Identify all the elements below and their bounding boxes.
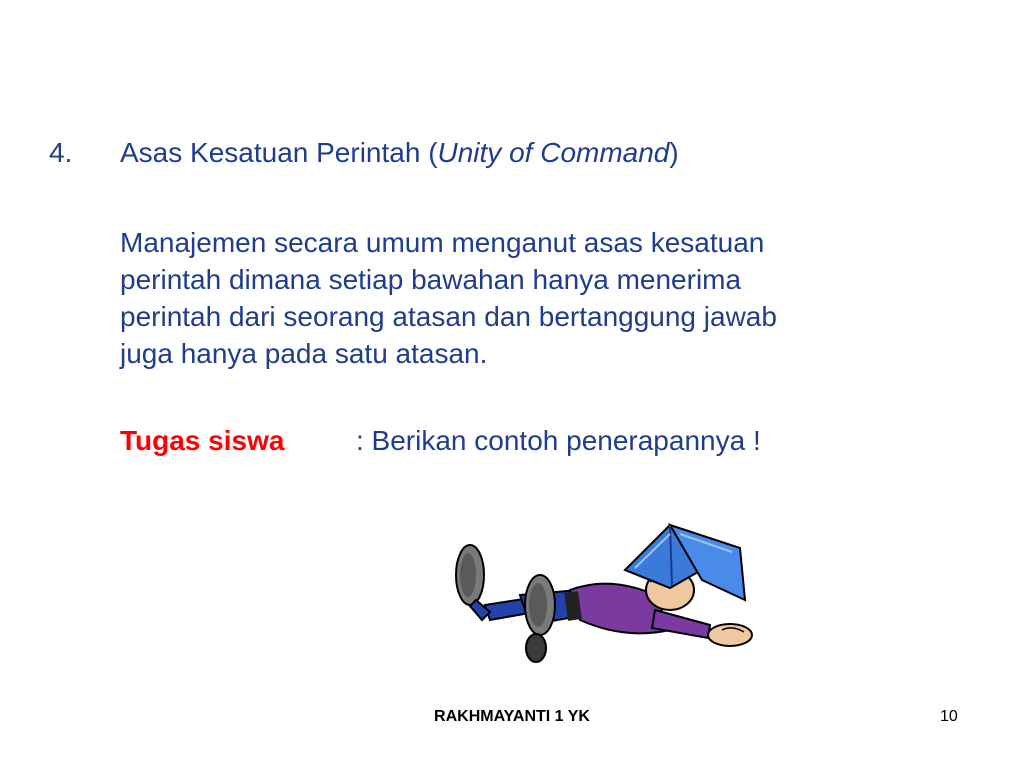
sleeping-student-with-book-icon	[440, 520, 770, 670]
task-label: Tugas siswa	[120, 425, 285, 456]
heading-suffix: )	[669, 137, 679, 168]
body-line: juga hanya pada satu atasan.	[120, 338, 488, 369]
task-text: : Berikan contoh penerapannya !	[356, 425, 761, 456]
heading-italic: Unity of Command	[437, 137, 670, 168]
footer-author: RAKHMAYANTI 1 YK	[434, 708, 590, 725]
heading	[120, 136, 679, 170]
heading-prefix: Asas Kesatuan Perintah (	[120, 137, 438, 168]
item-number: 4.	[49, 137, 73, 168]
body-line: perintah dari seorang atasan dan bertanggung jawab	[120, 301, 777, 332]
body-line: perintah dimana setiap bawahan hanya menerima	[120, 264, 742, 295]
body-line: Manajemen secara umum menganut asas kesatuan	[120, 227, 765, 258]
page-number: 10	[940, 708, 958, 725]
body-paragraph	[120, 224, 940, 372]
